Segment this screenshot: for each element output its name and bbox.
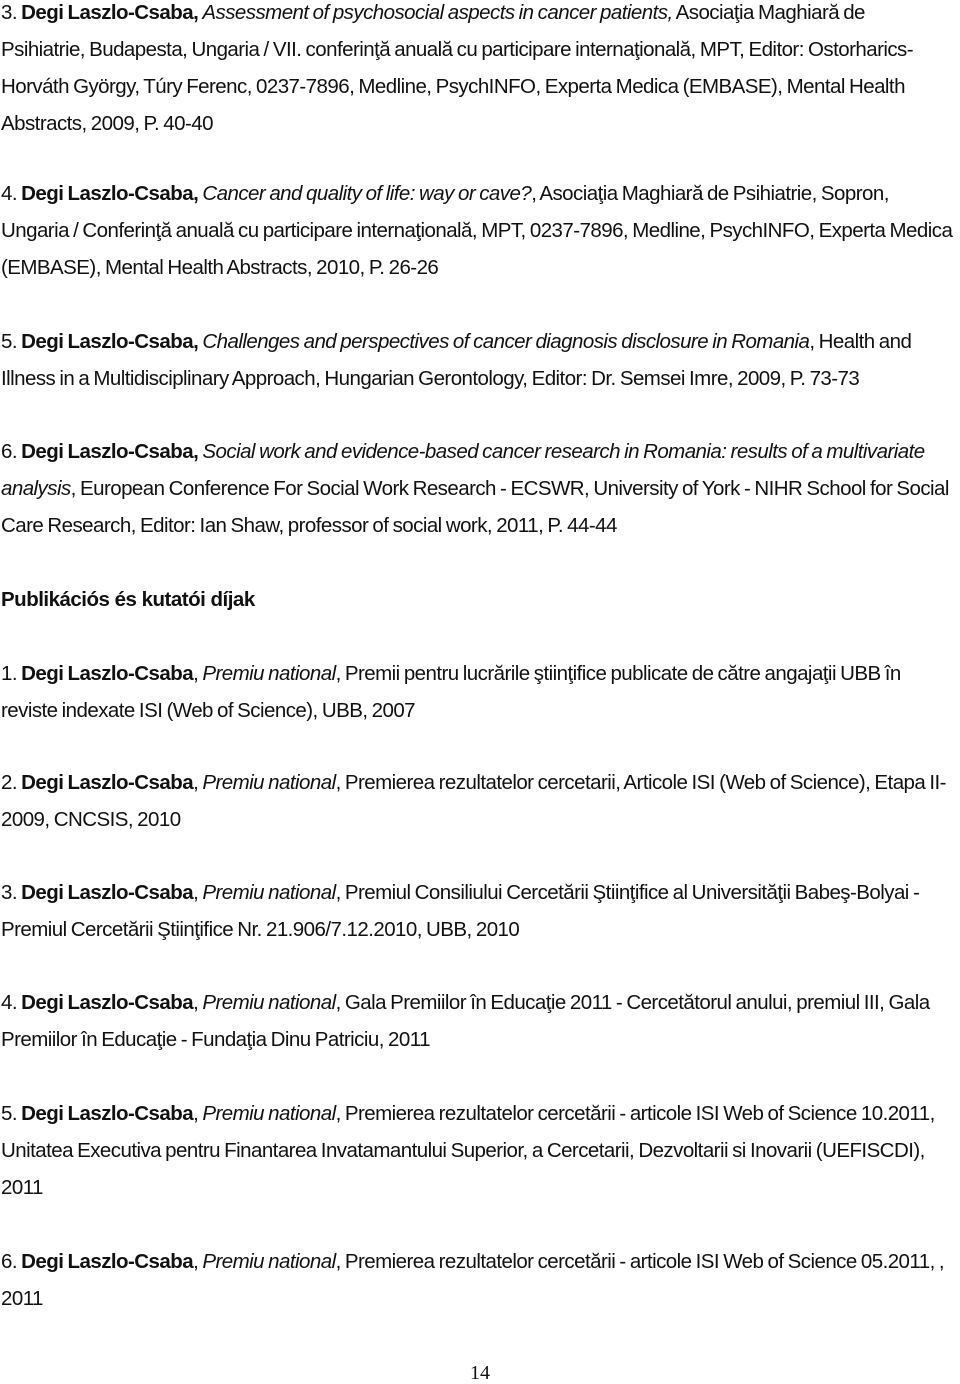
entry-title: Challenges and perspectives of cancer diagnosis disclosure in Romania bbox=[202, 330, 810, 353]
entry-details: , Premii pentru lucrările ştiinţifice publicate de către angajaţii UBB în reviste indexate ISI (Web of Science), UBB, 2007 bbox=[1, 662, 901, 722]
entry-number: 5. bbox=[1, 1102, 17, 1125]
entry-number: 3. bbox=[1, 881, 17, 904]
entry-title: Social work and evidence-based cancer research in Romania: results of a multivariate analysis bbox=[1, 440, 925, 500]
entry-details: , Health and Illness in a Multidisciplinary Approach, Hungarian Gerontology, Editor: Dr. Semsei Imre, 2009, P. 73-73 bbox=[1, 330, 912, 390]
awards-heading: Publikációs és kutatói díjak bbox=[1, 588, 255, 611]
publication-entry-5 bbox=[1, 323, 953, 397]
entry-details: , European Conference For Social Work Research - ECSWR, University of York - NIHR School for Social Care Research, Editor: Ian Shaw, professor of social work, 2011, P. 44-44 bbox=[1, 477, 949, 537]
entry-number: 4. bbox=[1, 182, 17, 205]
entry-details: , Premierea rezultatelor cercetării - articole ISI Web of Science 10.2011, Unitatea Executiva pentru Finantarea Invatamantului Superior, a Cercetarii, Dezvoltarii si Inovarii (UEFISCDI), 2011 bbox=[1, 1102, 935, 1199]
entry-number: 4. bbox=[1, 991, 17, 1014]
award-entry-6 bbox=[1, 1243, 953, 1317]
entry-title: Premiu national bbox=[202, 662, 336, 685]
award-entry-4 bbox=[1, 984, 953, 1058]
entry-comma: , bbox=[193, 1250, 199, 1273]
entry-title: Premiu national bbox=[202, 1250, 336, 1273]
entry-details: , Premiul Consiliului Cercetării Ştiinţifice al Universităţii Babeş-Bolyai - Premiul Cercetării Ştiinţifice Nr. 21.906/7.12.2010, UBB, 2010 bbox=[1, 881, 920, 941]
entry-number: 6. bbox=[1, 1250, 17, 1273]
entry-comma: , bbox=[193, 662, 199, 685]
entry-number: 5. bbox=[1, 330, 17, 353]
entry-comma: , bbox=[193, 1102, 199, 1125]
entry-title: Cancer and quality of life: way or cave? bbox=[202, 182, 532, 205]
entry-details: , Premierea rezultatelor cercetarii, Articole ISI (Web of Science), Etapa II-2009, CNCSIS, 2010 bbox=[1, 771, 946, 831]
entry-details: , Premierea rezultatelor cercetării - articole ISI Web of Science 05.2011, , 2011 bbox=[1, 1250, 945, 1310]
publication-entry-6 bbox=[1, 433, 953, 544]
entry-author: Degi Laszlo-Csaba, bbox=[21, 440, 199, 463]
entry-author: Degi Laszlo-Csaba, bbox=[21, 330, 199, 353]
publication-entry-4 bbox=[1, 175, 953, 286]
page-number: 14 bbox=[470, 1362, 490, 1384]
award-entry-1 bbox=[1, 655, 953, 729]
entry-author: Degi Laszlo-Csaba bbox=[21, 662, 194, 685]
entry-title: Premiu national bbox=[202, 771, 336, 794]
entry-title: Assessment of psychosocial aspects in cancer patients, bbox=[202, 1, 673, 24]
entry-title: Premiu national bbox=[202, 1102, 336, 1125]
entry-number: 3. bbox=[1, 1, 17, 24]
entry-comma: , bbox=[193, 881, 199, 904]
entry-number: 2. bbox=[1, 771, 17, 794]
entry-author: Degi Laszlo-Csaba bbox=[21, 991, 194, 1014]
award-entry-3 bbox=[1, 874, 953, 948]
entry-number: 6. bbox=[1, 440, 17, 463]
entry-comma: , bbox=[193, 771, 199, 794]
entry-author: Degi Laszlo-Csaba, bbox=[21, 182, 199, 205]
entry-title: Premiu national bbox=[202, 881, 336, 904]
entry-author: Degi Laszlo-Csaba, bbox=[21, 1, 199, 24]
award-entry-5 bbox=[1, 1095, 953, 1206]
publication-entry-3 bbox=[1, 0, 953, 142]
entry-author: Degi Laszlo-Csaba bbox=[21, 771, 194, 794]
entry-details: , Asociaţia Maghiară de Psihiatrie, Sopron, Ungaria / Conferinţă anuală cu participare internaţională, MPT, 0237-7896, Medline, PsychINFO, Experta Medica (EMBASE), Mental Health Abstracts, 2010, P. 26-26 bbox=[1, 182, 953, 279]
entry-author: Degi Laszlo-Csaba bbox=[21, 1250, 194, 1273]
award-entry-2 bbox=[1, 764, 953, 838]
entry-author: Degi Laszlo-Csaba bbox=[21, 1102, 194, 1125]
entry-author: Degi Laszlo-Csaba bbox=[21, 881, 194, 904]
entry-details: Asociaţia Maghiară de Psihiatrie, Budapesta, Ungaria / VII. conferinţă anuală cu participare internaţională, MPT, Editor: Ostorharics-Horváth György, Túry Ferenc, 0237-7896, Medline, PsychINFO, Experta Medica (EMBASE), Mental Health Abstracts, 2009, P. 40-40 bbox=[1, 1, 914, 135]
entry-title: Premiu national bbox=[202, 991, 336, 1014]
entry-comma: , bbox=[193, 991, 199, 1014]
entry-number: 1. bbox=[1, 662, 17, 685]
entry-details: , Gala Premiilor în Educaţie 2011 - Cercetătorul anului, premiul III, Gala Premiilor în Educaţie - Fundaţia Dinu Patriciu, 2011 bbox=[1, 991, 930, 1051]
